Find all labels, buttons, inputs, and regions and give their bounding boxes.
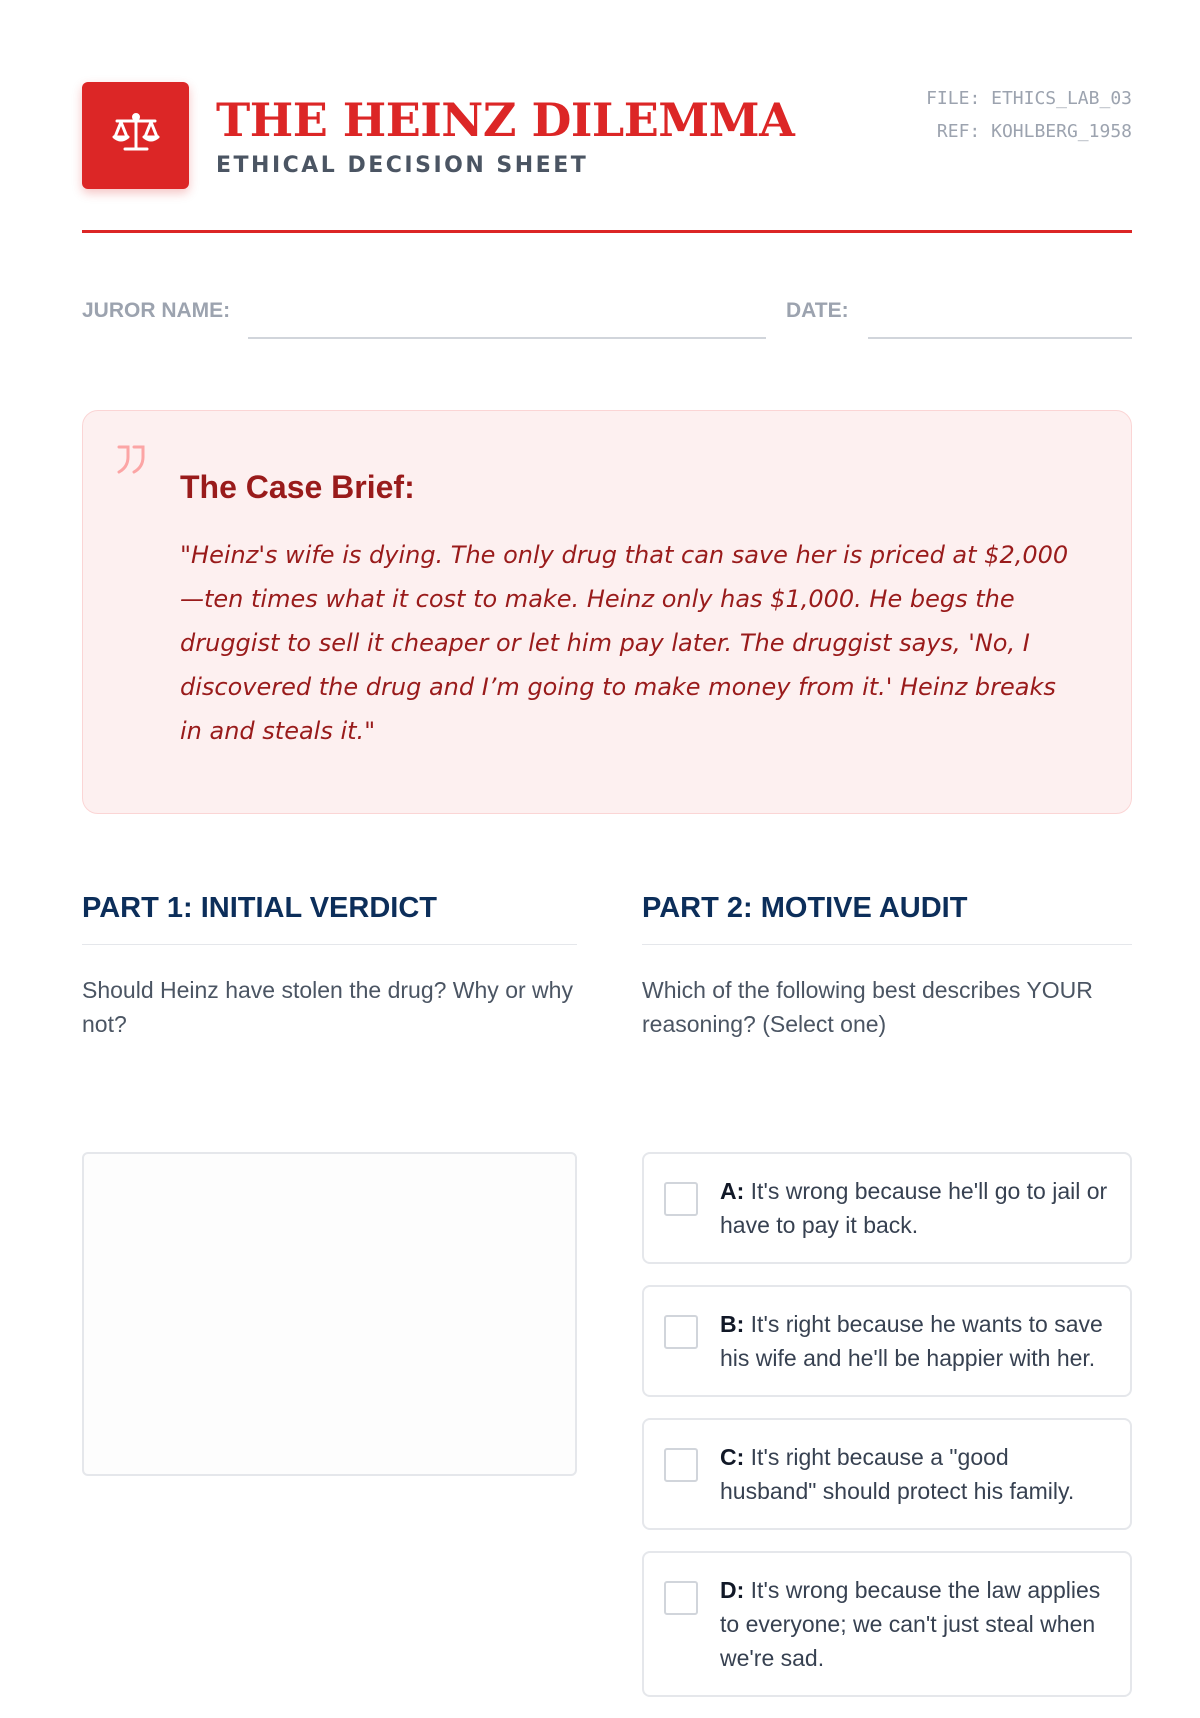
option-d-text: [720, 1573, 1110, 1675]
sheet-header: [82, 82, 1132, 232]
option-c-text: [720, 1440, 1110, 1508]
verdict-answer-box[interactable]: [82, 1152, 577, 1476]
option-a-text: [720, 1174, 1110, 1242]
option-c-checkbox[interactable]: [664, 1448, 698, 1482]
date-label: DATE:: [786, 299, 849, 322]
motive-option-c[interactable]: [642, 1418, 1132, 1530]
option-a-checkbox[interactable]: [664, 1182, 698, 1216]
part-1-section: [82, 890, 577, 1041]
header-divider: [82, 230, 1132, 233]
date-field[interactable]: [868, 337, 1132, 339]
quote-icon: [113, 441, 149, 482]
page-subtitle: ETHICAL DECISION SHEET: [216, 153, 589, 178]
logo-badge: [82, 82, 189, 189]
motive-options: [642, 1152, 1132, 1718]
source-reference: REF: KOHLBERG_1958: [936, 121, 1132, 142]
option-b-text: [720, 1307, 1110, 1375]
option-d-key: D:: [720, 1577, 745, 1603]
part-1-heading: PART 1: INITIAL VERDICT: [82, 890, 577, 945]
case-brief-title: The Case Brief:: [180, 469, 415, 505]
option-c-key: C:: [720, 1444, 745, 1470]
option-c-label: It's right because a "good husband" should protect his family.: [720, 1444, 1075, 1504]
part-2-heading: PART 2: MOTIVE AUDIT: [642, 890, 1132, 945]
scales-icon: [111, 111, 161, 160]
option-d-checkbox[interactable]: [664, 1581, 698, 1615]
option-a-label: It's wrong because he'll go to jail or have to pay it back.: [720, 1178, 1108, 1238]
option-b-label: It's right because he wants to save his wife and he'll be happier with her.: [720, 1311, 1103, 1371]
option-d-label: It's wrong because the law applies to everyone; we can't just steal when we're sad.: [720, 1577, 1101, 1671]
option-b-checkbox[interactable]: [664, 1315, 698, 1349]
case-brief: [82, 410, 1132, 814]
part-2-question: Which of the following best describes YOUR reasoning? (Select one): [642, 977, 1093, 1037]
juror-name-field[interactable]: [248, 337, 766, 339]
motive-option-b[interactable]: [642, 1285, 1132, 1397]
option-a-key: A:: [720, 1178, 745, 1204]
motive-option-a[interactable]: [642, 1152, 1132, 1264]
file-meta: [926, 82, 1132, 148]
part-2-section: [642, 890, 1132, 1671]
option-b-key: B:: [720, 1311, 745, 1337]
sheet-fields: [82, 297, 1132, 347]
page-title: THE HEINZ DILEMMA: [216, 93, 795, 147]
juror-name-label: JUROR NAME:: [82, 299, 231, 322]
decision-sheet: [82, 82, 1132, 1671]
case-brief-text: "Heinz's wife is dying. The only drug that can save her is priced at $2,000—ten times what it cost to make. Heinz only has $1,000. He begs the druggist to sell it cheaper or let him pay later. The druggist says, 'No, I discovered the drug and I’m going to make money from it.' Heinz breaks in and steals it.": [180, 541, 1069, 745]
part-1-question: Should Heinz have stolen the drug? Why or why not?: [82, 977, 573, 1037]
file-reference: FILE: ETHICS_LAB_03: [926, 88, 1132, 109]
motive-option-d[interactable]: [642, 1551, 1132, 1697]
